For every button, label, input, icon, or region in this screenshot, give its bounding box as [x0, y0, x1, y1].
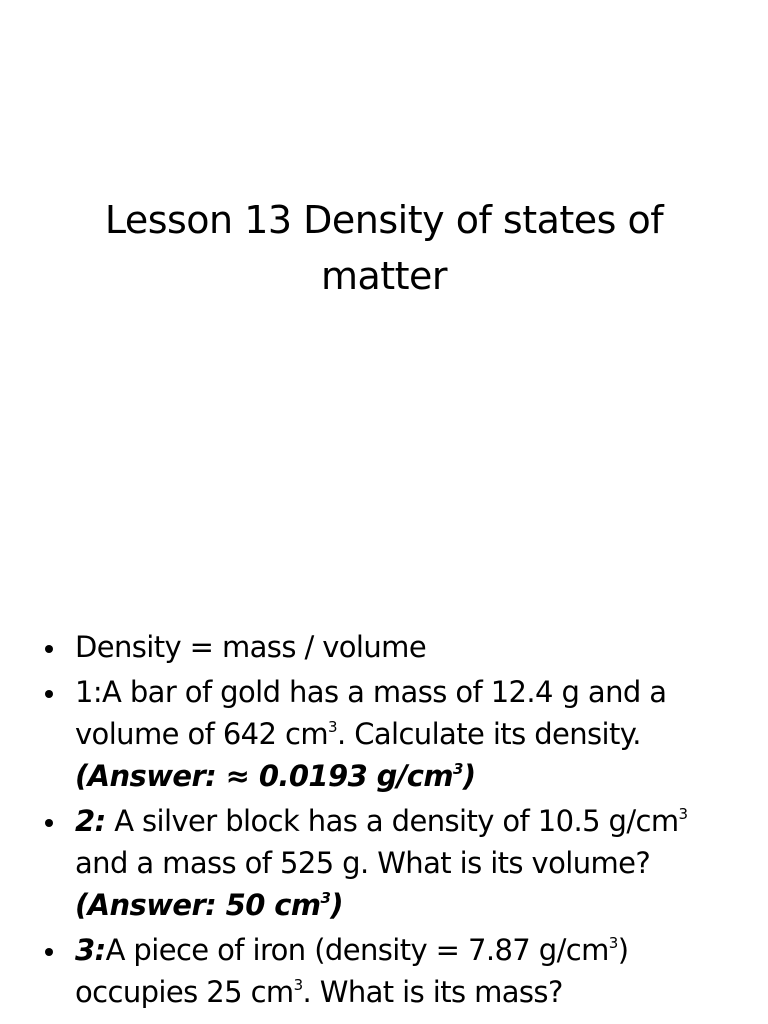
- question-1-line-2: [75, 713, 740, 755]
- superscript: 3: [453, 760, 463, 778]
- question-2-answer: [75, 884, 740, 926]
- title-line-2: matter: [320, 254, 448, 298]
- superscript: 3: [320, 889, 331, 907]
- question-3-text-2: occupies 25 cm: [75, 975, 294, 1009]
- bullet-text: Density = mass / volume: [75, 630, 427, 664]
- bullet-list: [40, 626, 740, 1016]
- question-1-text-end: . Calculate its density.: [336, 717, 641, 751]
- superscript: 3: [678, 805, 688, 823]
- superscript: 3: [328, 718, 337, 736]
- bullet-item-question-3: [40, 929, 740, 1013]
- bullet-dot-icon: [45, 819, 53, 827]
- question-3-label: 3:: [75, 933, 106, 967]
- question-1-line-1: 1:A bar of gold has a mass of 12.4 g and a: [75, 675, 667, 709]
- bullet-dot-icon: [45, 645, 53, 653]
- bullet-dot-icon: [45, 690, 53, 698]
- bullet-item-question-1: [40, 671, 740, 797]
- question-3-line-1: [75, 929, 740, 971]
- bullet-dot-icon: [45, 948, 53, 956]
- bullet-item-question-2: [40, 800, 740, 926]
- question-3-text: A piece of iron (density = 7.87 g/cm: [105, 933, 609, 967]
- title-line-1: Lesson 13 Density of states of: [104, 198, 664, 242]
- question-2-text: A silver block has a density of 10.5 g/cm: [105, 804, 679, 838]
- superscript: 3: [608, 934, 618, 952]
- bullet-item-density-formula: [40, 626, 740, 668]
- answer-text: (Answer: 50 cm: [75, 888, 321, 922]
- slide-title: [40, 192, 728, 304]
- question-2-line-2: and a mass of 525 g. What is its volume?: [75, 846, 651, 880]
- answer-text: (Answer: ≈ 0.0193 g/cm: [75, 759, 454, 793]
- question-2-label: 2:: [75, 804, 106, 838]
- question-1-text: volume of 642 cm: [75, 717, 328, 751]
- question-3-text-end: ): [617, 933, 629, 967]
- answer-text-end: ): [462, 759, 476, 793]
- answer-text-end: ): [330, 888, 344, 922]
- question-1-answer: [75, 755, 740, 797]
- superscript: 3: [293, 976, 303, 994]
- question-3-text-2-end: . What is its mass?: [302, 975, 563, 1009]
- question-2-line-1: [75, 800, 740, 842]
- question-3-line-2: [75, 971, 740, 1013]
